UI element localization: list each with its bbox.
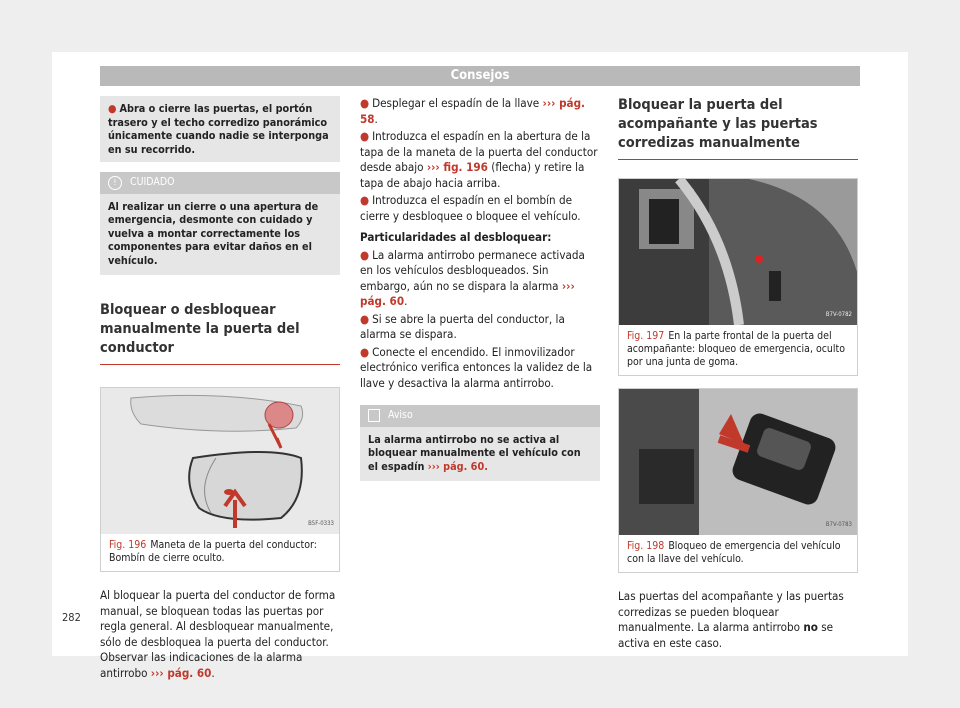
caption-text: En la parte frontal de la puerta del acompañante: bloqueo de emergencia, oculto por una junta de goma.: [627, 330, 846, 368]
paragraph: [100, 588, 340, 681]
figure-caption: [619, 535, 857, 572]
warning-box: [100, 96, 340, 162]
section-title-driver-door: Bloquear o desbloquear manualmente la puerta del conductor: [100, 301, 340, 365]
key-lock-photo: [619, 389, 857, 535]
door-handle-image: [101, 388, 339, 534]
bullet-icon: ●: [360, 344, 370, 359]
bullet-icon: ●: [360, 311, 370, 326]
column-2: [360, 96, 600, 481]
caution-label: CUIDADO: [130, 176, 175, 188]
figure-caption: [101, 534, 339, 571]
note-box: [360, 405, 600, 481]
bullet-icon: ●: [360, 247, 370, 262]
item-text: Desplegar el espadín de la llave: [372, 96, 540, 110]
page-link[interactable]: ››› pág. 60.: [427, 459, 488, 473]
bullet-icon: ●: [360, 193, 370, 207]
list-item: ● La alarma antirrobo permanece activada en los vehículos desbloqueados. Sin embargo, aún no se dispara la alarma ››› pág. 60.: [360, 247, 585, 308]
figure-link[interactable]: ››› fig. 196: [426, 160, 488, 174]
figure-197: [618, 178, 858, 376]
item-text: Conecte el encendido. El inmovilizador electrónico verifica entonces la validez de la llave y desactiva la alarma antirrobo.: [360, 344, 593, 390]
page-link[interactable]: ››› pág. 60: [150, 665, 212, 680]
page-number: 282: [62, 611, 81, 624]
note-icon: [368, 409, 380, 422]
image-code: B7V-0783: [825, 520, 852, 528]
figure-caption: [619, 325, 857, 375]
note-text: La alarma antirrobo no se activa al bloquear manualmente el vehículo con el espadín: [368, 432, 581, 473]
note-label: Aviso: [388, 409, 413, 421]
caption-text: Maneta de la puerta del conductor: Bombín de cierre oculto.: [109, 539, 317, 564]
door-latch-image: [619, 179, 857, 325]
image-code: B7V-0782: [825, 310, 852, 318]
page-link[interactable]: ››› pág. 60: [360, 278, 575, 308]
door-latch-photo: [619, 179, 857, 325]
figure-number: Fig. 197: [627, 330, 665, 342]
column-3: [618, 96, 858, 651]
section-title-passenger-door: Bloquear la puerta del acompañante y las puertas corredizas manualmente: [618, 96, 858, 160]
figure-number: Fig. 196: [109, 539, 147, 551]
caution-header: [100, 172, 340, 194]
figure-196: [100, 387, 340, 572]
list-item: [360, 129, 600, 191]
item-text: Introduzca el espadín en la abertura de la tapa de la maneta de la puerta del conductor desde abajo: [360, 129, 598, 174]
item-text-end: (flecha) y retire la tapa de abajo hacia arriba.: [360, 160, 585, 190]
caption-text: Bloqueo de emergencia del vehículo con la llave del vehículo.: [627, 540, 841, 565]
note-header: [360, 405, 600, 427]
figure-number: Fig. 198: [627, 540, 665, 552]
paragraph-text: Las puertas del acompañante y las puertas corredizas se pueden bloquear manualmente. La alarma antirrobo: [618, 589, 844, 634]
item-text: La alarma antirrobo permanece activada en los vehículos desbloqueados. Sin embargo, aún no se dispara la alarma: [360, 247, 585, 293]
door-handle-illustration: [101, 388, 339, 534]
paragraph-text: Al bloquear la puerta del conductor de forma manual, se bloquean todas las puertas por regla general. Al desbloquear manualmente, sólo de desbloquea la puerta del conductor. Observar las indicaciones de la alarma antirrobo: [100, 588, 336, 680]
key-lock-image: [619, 389, 857, 535]
page-header: Consejos: [100, 66, 860, 86]
list-item: [360, 312, 600, 343]
item-text: Introduzca el espadín en el bombín de cierre y desbloquee o bloquee el vehículo.: [360, 193, 581, 223]
exclamation-icon: !: [108, 176, 122, 190]
column-1: [100, 96, 340, 681]
subheading: Particularidades al desbloquear:: [360, 230, 552, 244]
paragraph-end: se activa en este caso.: [618, 620, 834, 650]
emphasis-text: no: [803, 620, 818, 634]
bullet-icon: ●: [108, 102, 117, 115]
caution-box: [100, 172, 340, 275]
bullet-icon: ●: [360, 96, 370, 110]
figure-198: [618, 388, 858, 573]
note-body: [360, 427, 600, 482]
bullet-icon: ●: [360, 129, 370, 143]
warning-text: Abra o cierre las puertas, el portón trasero y el techo corredizo panorámico únicamente cuando nadie se interponga en su recorrido.: [108, 102, 329, 156]
page-link[interactable]: ››› pág. 58: [360, 96, 585, 126]
paragraph-end: .: [211, 665, 215, 680]
image-code: B5F-0333: [308, 519, 334, 527]
list-item: [360, 193, 600, 224]
item-text: Si se abre la puerta del conductor, la alarma se dispara.: [360, 311, 565, 341]
list-item: ● Desplegar el espadín de la llave ››› pág. 58.: [360, 96, 585, 126]
paragraph: [618, 589, 858, 651]
list-item: [360, 345, 600, 392]
caution-text: Al realizar un cierre o una apertura de emergencia, desmonte con cuidado y vuelva a montar correctamente los componentes para evitar daños en el vehículo.: [108, 199, 319, 267]
